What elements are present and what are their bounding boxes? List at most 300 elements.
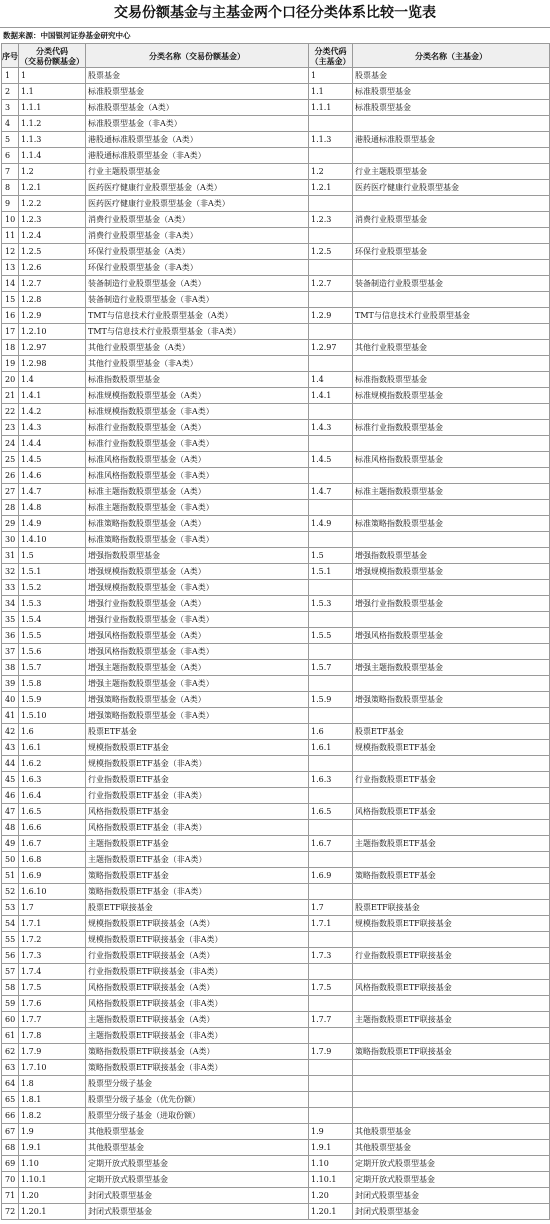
cell-name-a: 标准行业指数股票型基金（非A类） xyxy=(86,436,309,452)
cell-name-a: 封闭式股票型基金 xyxy=(86,1204,309,1220)
cell-name-b: 增强规模指数股票型基金 xyxy=(353,564,550,580)
cell-no: 4 xyxy=(2,116,19,132)
cell-name-a: 增强策略指数股票型基金（非A类） xyxy=(86,708,309,724)
cell-name-b: 医药医疗健康行业股票型基金 xyxy=(353,180,550,196)
table-row xyxy=(2,1156,550,1172)
cell-code-a: 1.4.3 xyxy=(19,420,86,436)
cell-no: 20 xyxy=(2,372,19,388)
cell-code-b xyxy=(309,292,353,308)
cell-no: 60 xyxy=(2,1012,19,1028)
cell-no: 30 xyxy=(2,532,19,548)
table-row xyxy=(2,1124,550,1140)
cell-name-a: 港股通标准股票型基金（A类） xyxy=(86,132,309,148)
table-row xyxy=(2,852,550,868)
cell-code-b: 1.10 xyxy=(309,1156,353,1172)
cell-name-b xyxy=(353,964,550,980)
table-row xyxy=(2,756,550,772)
cell-name-a: 标准风格指数股票型基金（非A类） xyxy=(86,468,309,484)
cell-name-b xyxy=(353,676,550,692)
cell-code-b xyxy=(309,116,353,132)
cell-code-a: 1.5.8 xyxy=(19,676,86,692)
cell-no: 70 xyxy=(2,1172,19,1188)
header-name-a: 分类名称（交易份额基金） xyxy=(86,44,309,68)
cell-code-a: 1.7.8 xyxy=(19,1028,86,1044)
table-row xyxy=(2,84,550,100)
cell-name-a: 标准股票型基金（A类） xyxy=(86,100,309,116)
cell-name-a: 装备制造行业股票型基金（非A类） xyxy=(86,292,309,308)
cell-name-b xyxy=(353,356,550,372)
cell-name-a: 其他行业股票型基金（A类） xyxy=(86,340,309,356)
cell-code-b xyxy=(309,196,353,212)
cell-code-b: 1.6.9 xyxy=(309,868,353,884)
table-row xyxy=(2,596,550,612)
cell-name-b: 其他股票型基金 xyxy=(353,1124,550,1140)
cell-code-a: 1.1.4 xyxy=(19,148,86,164)
cell-name-b: 增强指数股票型基金 xyxy=(353,548,550,564)
cell-name-b: 标准股票型基金 xyxy=(353,100,550,116)
cell-no: 28 xyxy=(2,500,19,516)
cell-name-b: 规模指数股票ETF基金 xyxy=(353,740,550,756)
cell-code-a: 1.2.7 xyxy=(19,276,86,292)
cell-name-b xyxy=(353,708,550,724)
cell-code-a: 1.6.10 xyxy=(19,884,86,900)
table-row xyxy=(2,948,550,964)
cell-name-b xyxy=(353,260,550,276)
cell-no: 25 xyxy=(2,452,19,468)
cell-code-a: 1.7.9 xyxy=(19,1044,86,1060)
cell-code-b xyxy=(309,1060,353,1076)
cell-name-b: 风格指数股票ETF基金 xyxy=(353,804,550,820)
table-row xyxy=(2,900,550,916)
cell-no: 5 xyxy=(2,132,19,148)
cell-name-a: 标准策略指数股票型基金（A类） xyxy=(86,516,309,532)
cell-name-b: 其他行业股票型基金 xyxy=(353,340,550,356)
cell-code-b: 1.2.7 xyxy=(309,276,353,292)
cell-code-a: 1.6.9 xyxy=(19,868,86,884)
table-row xyxy=(2,740,550,756)
cell-no: 45 xyxy=(2,772,19,788)
cell-code-a: 1.4.5 xyxy=(19,452,86,468)
cell-name-a: 消费行业股票型基金（A类） xyxy=(86,212,309,228)
cell-code-b xyxy=(309,612,353,628)
table-row xyxy=(2,724,550,740)
cell-code-b xyxy=(309,324,353,340)
cell-name-a: 标准主题指数股票型基金（A类） xyxy=(86,484,309,500)
cell-code-a: 1.20.1 xyxy=(19,1204,86,1220)
cell-name-a: 港股通标准股票型基金（非A类） xyxy=(86,148,309,164)
cell-name-b: 股票基金 xyxy=(353,68,550,84)
cell-name-a: 股票型分级子基金（优先份额） xyxy=(86,1092,309,1108)
cell-code-a: 1.5.9 xyxy=(19,692,86,708)
table-row xyxy=(2,372,550,388)
cell-code-b xyxy=(309,228,353,244)
cell-name-a: 股票ETF联接基金 xyxy=(86,900,309,916)
cell-name-b: 主题指数股票ETF联接基金 xyxy=(353,1012,550,1028)
cell-code-b: 1.5.5 xyxy=(309,628,353,644)
cell-name-a: 策略指数股票ETF基金 xyxy=(86,868,309,884)
cell-no: 40 xyxy=(2,692,19,708)
table-row xyxy=(2,692,550,708)
table-row xyxy=(2,884,550,900)
cell-code-b: 1.10.1 xyxy=(309,1172,353,1188)
cell-name-b: 规模指数股票ETF联接基金 xyxy=(353,916,550,932)
cell-name-a: 增强策略指数股票型基金（A类） xyxy=(86,692,309,708)
cell-code-a: 1.5.2 xyxy=(19,580,86,596)
cell-name-a: 行业指数股票ETF基金（非A类） xyxy=(86,788,309,804)
header-code-b-line2: （主基金） xyxy=(310,55,351,66)
cell-name-a: 增强风格指数股票型基金（非A类） xyxy=(86,644,309,660)
data-source-note: 数据来源：中国银河证券基金研究中心 xyxy=(3,31,131,40)
cell-no: 61 xyxy=(2,1028,19,1044)
cell-name-a: 增强行业指数股票型基金（A类） xyxy=(86,596,309,612)
cell-code-b: 1.1 xyxy=(309,84,353,100)
cell-name-b xyxy=(353,532,550,548)
cell-name-b: 风格指数股票ETF联接基金 xyxy=(353,980,550,996)
cell-name-a: 消费行业股票型基金（非A类） xyxy=(86,228,309,244)
table-row xyxy=(2,644,550,660)
table-row xyxy=(2,212,550,228)
cell-code-a: 1.6.8 xyxy=(19,852,86,868)
cell-no: 54 xyxy=(2,916,19,932)
cell-no: 34 xyxy=(2,596,19,612)
table-row xyxy=(2,420,550,436)
table-row xyxy=(2,676,550,692)
cell-no: 69 xyxy=(2,1156,19,1172)
table-row xyxy=(2,500,550,516)
cell-name-b: 增强主题指数股票型基金 xyxy=(353,660,550,676)
cell-no: 17 xyxy=(2,324,19,340)
cell-name-a: 策略指数股票ETF基金（非A类） xyxy=(86,884,309,900)
cell-name-b xyxy=(353,500,550,516)
table-row xyxy=(2,1108,550,1124)
cell-code-b: 1.20.1 xyxy=(309,1204,353,1220)
cell-no: 14 xyxy=(2,276,19,292)
cell-name-a: 策略指数股票ETF联接基金（非A类） xyxy=(86,1060,309,1076)
cell-name-a: 主题指数股票ETF基金（非A类） xyxy=(86,852,309,868)
cell-no: 42 xyxy=(2,724,19,740)
cell-code-a: 1.10 xyxy=(19,1156,86,1172)
cell-code-b xyxy=(309,436,353,452)
cell-name-b xyxy=(353,756,550,772)
cell-code-a: 1.2.1 xyxy=(19,180,86,196)
cell-name-b: 消费行业股票型基金 xyxy=(353,212,550,228)
cell-name-a: 标准股票型基金（非A类） xyxy=(86,116,309,132)
header-code-b-line1: 分类代码 xyxy=(314,45,347,56)
cell-code-b xyxy=(309,932,353,948)
cell-name-a: 定期开放式股票型基金 xyxy=(86,1172,309,1188)
cell-code-b xyxy=(309,580,353,596)
cell-no: 59 xyxy=(2,996,19,1012)
cell-name-a: 定期开放式股票型基金 xyxy=(86,1156,309,1172)
cell-name-b xyxy=(353,228,550,244)
cell-code-a: 1.6 xyxy=(19,724,86,740)
cell-code-a: 1.8.2 xyxy=(19,1108,86,1124)
table-row xyxy=(2,132,550,148)
cell-name-a: 行业主题股票型基金 xyxy=(86,164,309,180)
cell-code-a: 1.2.97 xyxy=(19,340,86,356)
cell-name-a: 策略指数股票ETF联接基金（A类） xyxy=(86,1044,309,1060)
cell-code-a: 1.1 xyxy=(19,84,86,100)
cell-name-b: 其他股票型基金 xyxy=(353,1140,550,1156)
cell-code-b xyxy=(309,964,353,980)
cell-name-b xyxy=(353,404,550,420)
cell-code-b: 1.7.1 xyxy=(309,916,353,932)
table-row xyxy=(2,148,550,164)
table-row xyxy=(2,292,550,308)
cell-code-b: 1.7 xyxy=(309,900,353,916)
cell-name-a: 标准风格指数股票型基金（A类） xyxy=(86,452,309,468)
cell-code-a: 1.6.4 xyxy=(19,788,86,804)
cell-no: 6 xyxy=(2,148,19,164)
cell-no: 35 xyxy=(2,612,19,628)
table-row xyxy=(2,916,550,932)
cell-name-b xyxy=(353,932,550,948)
cell-code-a: 1.1.2 xyxy=(19,116,86,132)
table-row xyxy=(2,180,550,196)
cell-name-b: 增强策略指数股票型基金 xyxy=(353,692,550,708)
cell-name-b xyxy=(353,436,550,452)
cell-name-a: 其他股票型基金 xyxy=(86,1140,309,1156)
table-row xyxy=(2,68,550,84)
cell-code-a: 1.5.7 xyxy=(19,660,86,676)
cell-name-b xyxy=(353,1092,550,1108)
cell-code-b: 1.2.97 xyxy=(309,340,353,356)
cell-name-b: 行业指数股票ETF联接基金 xyxy=(353,948,550,964)
cell-code-a: 1.7.5 xyxy=(19,980,86,996)
cell-code-a: 1.4.8 xyxy=(19,500,86,516)
cell-name-b xyxy=(353,324,550,340)
cell-no: 66 xyxy=(2,1108,19,1124)
cell-code-b: 1.6.5 xyxy=(309,804,353,820)
cell-name-a: 风格指数股票ETF基金（非A类） xyxy=(86,820,309,836)
cell-name-a: 行业指数股票ETF联接基金（非A类） xyxy=(86,964,309,980)
table-row xyxy=(2,980,550,996)
cell-name-b xyxy=(353,1060,550,1076)
cell-code-a: 1.20 xyxy=(19,1188,86,1204)
cell-code-b: 1.6.7 xyxy=(309,836,353,852)
cell-code-b: 1.5.9 xyxy=(309,692,353,708)
cell-name-b: 增强行业指数股票型基金 xyxy=(353,596,550,612)
cell-code-b xyxy=(309,260,353,276)
cell-name-a: 标准指数股票型基金 xyxy=(86,372,309,388)
cell-name-b xyxy=(353,820,550,836)
table-row xyxy=(2,532,550,548)
cell-code-a: 1.2.4 xyxy=(19,228,86,244)
cell-name-b xyxy=(353,580,550,596)
cell-no: 46 xyxy=(2,788,19,804)
table-row xyxy=(2,164,550,180)
cell-name-a: 其他行业股票型基金（非A类） xyxy=(86,356,309,372)
cell-name-b xyxy=(353,148,550,164)
cell-name-b xyxy=(353,468,550,484)
table-row xyxy=(2,708,550,724)
cell-code-a: 1.7.2 xyxy=(19,932,86,948)
cell-name-b: 标准行业指数股票型基金 xyxy=(353,420,550,436)
table-row xyxy=(2,1044,550,1060)
cell-no: 8 xyxy=(2,180,19,196)
cell-no: 41 xyxy=(2,708,19,724)
table-row xyxy=(2,964,550,980)
cell-name-b: 封闭式股票型基金 xyxy=(353,1188,550,1204)
cell-code-b xyxy=(309,708,353,724)
cell-name-b xyxy=(353,1076,550,1092)
table-row xyxy=(2,260,550,276)
table-row xyxy=(2,836,550,852)
table-row xyxy=(2,996,550,1012)
cell-code-a: 1.4.6 xyxy=(19,468,86,484)
cell-code-a: 1.5.10 xyxy=(19,708,86,724)
cell-code-b xyxy=(309,996,353,1012)
cell-code-b xyxy=(309,404,353,420)
cell-name-b: 策略指数股票ETF联接基金 xyxy=(353,1044,550,1060)
cell-name-a: 装备制造行业股票型基金（A类） xyxy=(86,276,309,292)
cell-name-a: 增强规模指数股票型基金（非A类） xyxy=(86,580,309,596)
cell-name-b: 增强风格指数股票型基金 xyxy=(353,628,550,644)
cell-code-a: 1.4.9 xyxy=(19,516,86,532)
table-row xyxy=(2,868,550,884)
cell-code-b xyxy=(309,500,353,516)
cell-code-a: 1.2.10 xyxy=(19,324,86,340)
cell-code-a: 1.4 xyxy=(19,372,86,388)
cell-name-b xyxy=(353,884,550,900)
cell-code-a: 1.1.1 xyxy=(19,100,86,116)
cell-code-b: 1.4.9 xyxy=(309,516,353,532)
cell-name-b: 行业指数股票ETF基金 xyxy=(353,772,550,788)
table-row xyxy=(2,804,550,820)
table-row xyxy=(2,1092,550,1108)
cell-no: 65 xyxy=(2,1092,19,1108)
cell-code-a: 1.10.1 xyxy=(19,1172,86,1188)
cell-code-a: 1.2.3 xyxy=(19,212,86,228)
cell-name-a: 封闭式股票型基金 xyxy=(86,1188,309,1204)
cell-no: 47 xyxy=(2,804,19,820)
cell-name-a: TMT与信息技术行业股票型基金（A类） xyxy=(86,308,309,324)
cell-no: 32 xyxy=(2,564,19,580)
cell-no: 33 xyxy=(2,580,19,596)
cell-code-b: 1.4 xyxy=(309,372,353,388)
cell-code-a: 1.5 xyxy=(19,548,86,564)
cell-code-a: 1.2.98 xyxy=(19,356,86,372)
cell-no: 9 xyxy=(2,196,19,212)
cell-code-b: 1.5.3 xyxy=(309,596,353,612)
cell-no: 50 xyxy=(2,852,19,868)
table-row xyxy=(2,244,550,260)
cell-code-b: 1.7.5 xyxy=(309,980,353,996)
cell-no: 31 xyxy=(2,548,19,564)
cell-name-a: 股票ETF基金 xyxy=(86,724,309,740)
cell-code-b xyxy=(309,1092,353,1108)
cell-no: 48 xyxy=(2,820,19,836)
table-row xyxy=(2,932,550,948)
cell-code-a: 1.5.5 xyxy=(19,628,86,644)
cell-no: 72 xyxy=(2,1204,19,1220)
cell-no: 63 xyxy=(2,1060,19,1076)
cell-name-a: 其他股票型基金 xyxy=(86,1124,309,1140)
cell-name-a: 增强行业指数股票型基金（非A类） xyxy=(86,612,309,628)
cell-name-b: 股票ETF基金 xyxy=(353,724,550,740)
cell-code-b xyxy=(309,356,353,372)
cell-code-a: 1.4.10 xyxy=(19,532,86,548)
cell-code-a: 1.4.7 xyxy=(19,484,86,500)
cell-no: 13 xyxy=(2,260,19,276)
cell-name-b xyxy=(353,116,550,132)
table-body xyxy=(2,68,550,1220)
cell-name-b: 定期开放式股票型基金 xyxy=(353,1172,550,1188)
cell-name-b: 策略指数股票ETF基金 xyxy=(353,868,550,884)
cell-no: 7 xyxy=(2,164,19,180)
cell-code-a: 1.2.8 xyxy=(19,292,86,308)
cell-no: 56 xyxy=(2,948,19,964)
cell-name-b: 主题指数股票ETF基金 xyxy=(353,836,550,852)
cell-code-a: 1.7.7 xyxy=(19,1012,86,1028)
cell-code-b: 1.4.1 xyxy=(309,388,353,404)
cell-code-b: 1.7.3 xyxy=(309,948,353,964)
cell-code-b xyxy=(309,756,353,772)
cell-no: 24 xyxy=(2,436,19,452)
cell-code-b: 1.1.3 xyxy=(309,132,353,148)
cell-code-b xyxy=(309,676,353,692)
cell-no: 12 xyxy=(2,244,19,260)
cell-code-b: 1.6 xyxy=(309,724,353,740)
header-name-b: 分类名称（主基金） xyxy=(353,44,550,68)
table-row xyxy=(2,356,550,372)
cell-name-b: 股票ETF联接基金 xyxy=(353,900,550,916)
cell-code-a: 1.6.5 xyxy=(19,804,86,820)
cell-name-a: 标准主题指数股票型基金（非A类） xyxy=(86,500,309,516)
cell-no: 52 xyxy=(2,884,19,900)
cell-code-a: 1.7.1 xyxy=(19,916,86,932)
cell-name-b xyxy=(353,788,550,804)
cell-no: 38 xyxy=(2,660,19,676)
cell-name-a: 增强主题指数股票型基金（非A类） xyxy=(86,676,309,692)
cell-code-a: 1 xyxy=(19,68,86,84)
cell-code-a: 1.2.6 xyxy=(19,260,86,276)
cell-name-a: 主题指数股票ETF基金 xyxy=(86,836,309,852)
header-code-b xyxy=(309,44,353,68)
cell-no: 16 xyxy=(2,308,19,324)
cell-no: 18 xyxy=(2,340,19,356)
cell-code-a: 1.5.4 xyxy=(19,612,86,628)
cell-code-b: 1.4.3 xyxy=(309,420,353,436)
cell-code-b xyxy=(309,884,353,900)
cell-name-a: 增强指数股票型基金 xyxy=(86,548,309,564)
cell-code-b xyxy=(309,788,353,804)
table-row xyxy=(2,468,550,484)
cell-name-b: 标准规模指数股票型基金 xyxy=(353,388,550,404)
page-title: 交易份额基金与主基金两个口径分类体系比较一览表 xyxy=(0,0,550,28)
cell-code-a: 1.5.1 xyxy=(19,564,86,580)
cell-name-a: 增强主题指数股票型基金（A类） xyxy=(86,660,309,676)
cell-name-b: 标准股票型基金 xyxy=(353,84,550,100)
cell-name-b xyxy=(353,1108,550,1124)
table-row xyxy=(2,276,550,292)
cell-no: 55 xyxy=(2,932,19,948)
cell-name-b xyxy=(353,644,550,660)
cell-no: 23 xyxy=(2,420,19,436)
cell-code-a: 1.7.10 xyxy=(19,1060,86,1076)
cell-code-b: 1.2 xyxy=(309,164,353,180)
cell-code-b: 1.6.3 xyxy=(309,772,353,788)
cell-name-a: 行业指数股票ETF联接基金（A类） xyxy=(86,948,309,964)
cell-code-b: 1.7.9 xyxy=(309,1044,353,1060)
cell-name-a: 风格指数股票ETF基金 xyxy=(86,804,309,820)
cell-no: 11 xyxy=(2,228,19,244)
cell-no: 44 xyxy=(2,756,19,772)
cell-name-a: 股票型分级子基金 xyxy=(86,1076,309,1092)
cell-name-b xyxy=(353,996,550,1012)
cell-no: 19 xyxy=(2,356,19,372)
cell-code-b: 1.20 xyxy=(309,1188,353,1204)
